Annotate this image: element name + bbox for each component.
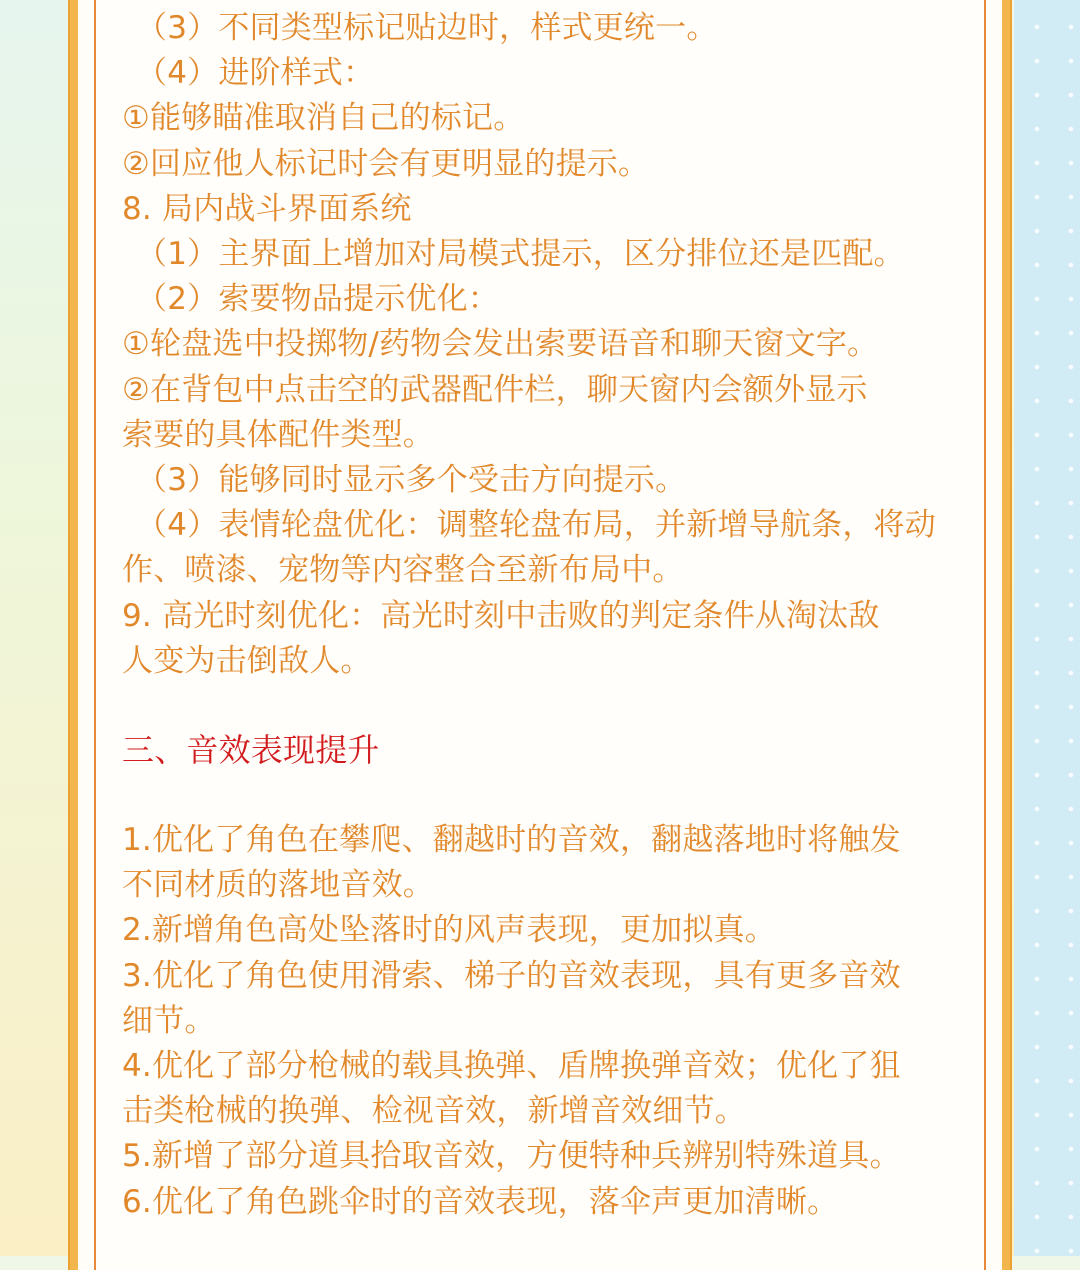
text-line: （2）索要物品提示优化： xyxy=(136,281,500,318)
text-line: ②在背包中点击空的武器配件栏，聊天窗内会额外显示 xyxy=(122,371,868,408)
text-line: 1.优化了角色在攀爬、翻越时的音效，翻越落地时将触发 xyxy=(122,822,901,859)
section-3-heading: 三、音效表现提升 xyxy=(122,731,380,770)
text-line: （1）主界面上增加对局模式提示，区分排位还是匹配。 xyxy=(136,236,905,273)
text-line: 人变为击倒敌人。 xyxy=(122,642,372,679)
section-2-tail xyxy=(122,6,972,684)
text-line: 作、喷漆、宠物等内容整合至新布局中。 xyxy=(122,552,684,589)
text-line: 细节。 xyxy=(122,1002,216,1039)
text-line: （3）不同类型标记贴边时，样式更统一。 xyxy=(136,10,718,46)
text-line: 6.优化了角色跳伞时的音效表现，落伞声更加清晰。 xyxy=(122,1183,839,1220)
text-line: ①能够瞄准取消自己的标记。 xyxy=(122,100,525,137)
text-line: ①轮盘选中投掷物/药物会发出索要语音和聊天窗文字。 xyxy=(122,326,879,363)
text-line: 8. 局内战斗界面系统 xyxy=(122,190,412,227)
text-line: （4）进阶样式： xyxy=(136,55,375,92)
text-line: 3.优化了角色使用滑索、梯子的音效表现，具有更多音效 xyxy=(122,957,901,994)
text-line: （4）表情轮盘优化：调整轮盘布局，并新增导航条，将动 xyxy=(136,507,936,544)
right-dotted-background-strip xyxy=(1014,0,1080,1256)
text-line: 4.优化了部分枪械的载具换弹、盾牌换弹音效；优化了狙 xyxy=(122,1048,901,1085)
text-line: 9. 高光时刻优化：高光时刻中击败的判定条件从淘汰敌 xyxy=(122,597,880,634)
article-content xyxy=(122,6,972,1225)
text-line: 5.新增了部分道具拾取音效，方便特种兵辨别特殊道具。 xyxy=(122,1138,901,1175)
text-line: 索要的具体配件类型。 xyxy=(122,416,434,453)
section-3-body xyxy=(122,818,972,1225)
text-line: 2.新增角色高处坠落时的风声表现，更加拟真。 xyxy=(122,912,776,949)
text-line: 不同材质的落地音效。 xyxy=(122,867,434,904)
text-line: 击类枪械的换弹、检视音效，新增音效细节。 xyxy=(122,1093,746,1130)
left-background-strip xyxy=(0,0,70,1256)
text-line: （3）能够同时显示多个受击方向提示。 xyxy=(136,462,687,499)
text-line: ②回应他人标记时会有更明显的提示。 xyxy=(122,145,650,182)
